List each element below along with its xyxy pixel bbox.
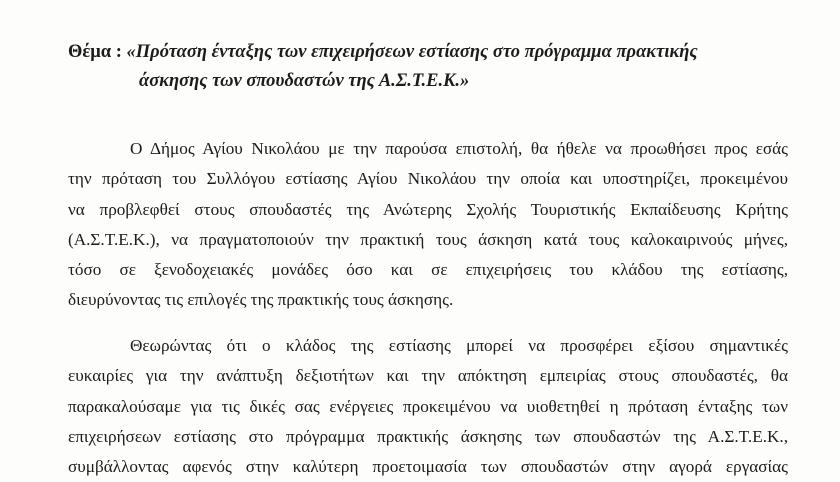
- subject-heading: [68, 38, 788, 96]
- paragraph-line: την πρόταση του Συλλόγου εστίασης Αγίου Νικολάου την οποία και υποστηρίζει, προκειμένου: [68, 169, 788, 189]
- paragraph-line: παρακαλούσαμε για τις δικές σας ενέργειες προκειμένου να υιοθετηθεί η πρόταση ένταξης των: [68, 396, 788, 416]
- paragraph-line: Θεωρώντας ότι ο κλάδος της εστίασης μπορεί να προσφέρει εξίσου σημαντικές: [130, 336, 788, 355]
- subject-title-line1: «Πρόταση ένταξης των επιχειρήσεων εστίασης στο πρόγραμμα πρακτικής: [126, 42, 698, 62]
- paragraph-line: τόσο σε ξενοδοχειακές μονάδες όσο και σε επιχειρήσεις του κλάδου της εστίασης,: [68, 260, 788, 280]
- paragraph-2: [68, 331, 788, 482]
- subject-title-line2: άσκησης των σπουδαστών της Α.Σ.Τ.Ε.Κ.»: [139, 71, 470, 91]
- paragraph-line: να προβλεφθεί στους σπουδαστές της Ανώτερης Σχολής Τουριστικής Εκπαίδευσης Κρήτης: [68, 199, 788, 219]
- paragraph-line: διευρύνοντας τις επιλογές της πρακτικής τους άσκησης.: [68, 290, 454, 310]
- paragraph-line: ευκαιρίες για την ανάπτυξη δεξιοτήτων και την απόκτηση εμπειρίας στους σπουδαστές, θα: [68, 366, 788, 386]
- paragraph-line: επιχειρήσεων εστίασης στο πρόγραμμα πρακτικής άσκησης των σπουδαστών της Α.Σ.Τ.Ε.Κ.,: [68, 426, 788, 446]
- paragraph-line: Ο Δήμος Αγίου Νικολάου με την παρούσα επιστολή, θα ήθελε να προωθήσει προς εσάς: [130, 139, 788, 158]
- subject-label: Θέμα :: [68, 42, 122, 62]
- paragraph-1: [68, 134, 788, 316]
- paragraph-line: (Α.Σ.Τ.Ε.Κ.), να πραγματοποιούν την πρακτική τους άσκηση κατά τους καλοκαιρινούς μήνες,: [68, 229, 788, 249]
- paragraph-line: συμβάλλοντας αφενός στην καλύτερη προετοιμασία των σπουδαστών στην αγορά εργασίας: [68, 457, 788, 477]
